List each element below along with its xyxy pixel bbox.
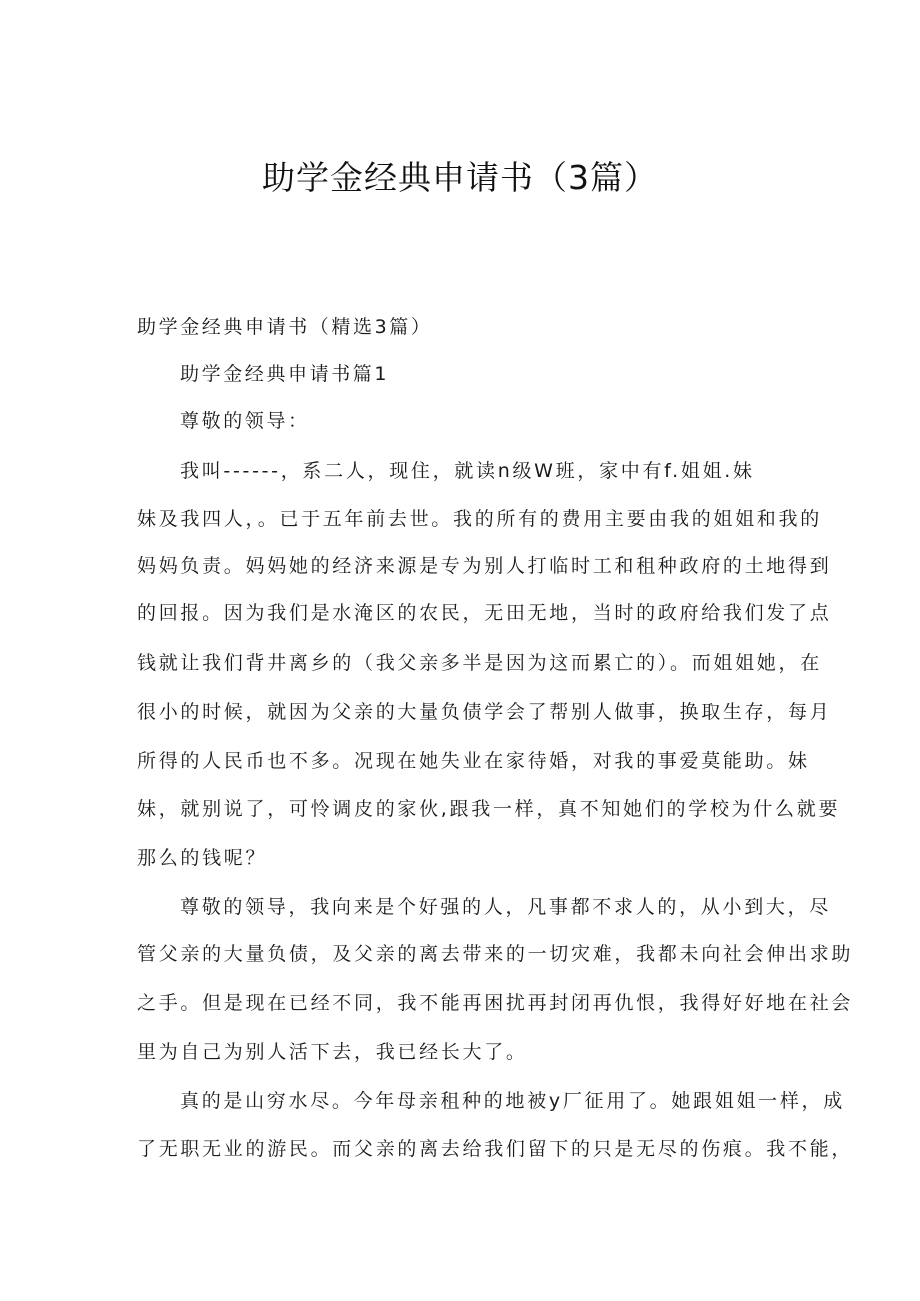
document-subtitle: 助学金经典申请书（精选3篇） (137, 316, 433, 338)
paragraph-2-line-3: 之手。但是现在已经不同，我不能再困扰再封闭再仇恨，我得好好地在社会 (137, 992, 854, 1014)
paragraph-1-line-9: 那么的钱呢？ (137, 847, 268, 869)
paragraph-1-line-4: 的回报。因为我们是水淹区的农民，无田无地，当时的政府给我们发了点 (137, 602, 832, 624)
paragraph-1-line-3: 妈妈负责。妈妈她的经济来源是专为别人打临时工和租种政府的土地得到 (137, 555, 832, 577)
paragraph-1-line-7: 所得的人民币也不多。况现在她失业在家待婚，对我的事爱莫能助。妹 (137, 750, 810, 772)
paragraph-2-line-2: 管父亲的大量负债，及父亲的离去带来的一切灾难，我都未向社会伸出求助 (137, 943, 854, 965)
document-title: 助学金经典申请书（3篇） (262, 158, 658, 197)
paragraph-2-line-4: 里为自己为别人活下去，我已经长大了。 (137, 1041, 528, 1063)
paragraph-1-line-6: 很小的时候，就因为父亲的大量负债学会了帮别人做事，换取生存，每月 (137, 701, 832, 723)
section-heading: 助学金经典申请书篇1 (180, 363, 390, 385)
paragraph-1-line-5: 钱就让我们背井离乡的（我父亲多半是因为这而累亡的）。而姐姐她，在 (137, 652, 822, 674)
paragraph-3-line-1: 真的是山穷水尽。今年母亲租种的地被y厂征用了。她跟姐姐一样，成 (180, 1090, 845, 1112)
paragraph-2-line-1: 尊敬的领导，我向来是个好强的人，凡事都不求人的，从小到大，尽 (180, 896, 832, 918)
paragraph-3-line-2: 了无职无业的游民。而父亲的离去给我们留下的只是无尽的伤痕。我不能， (137, 1138, 854, 1160)
paragraph-1-line-8: 妹，就别说了，可怜调皮的家伙,跟我一样，真不知她们的学校为什么就要 (137, 798, 841, 820)
paragraph-1-line-1: 我叫------，系二人，现住，就读n级W班，家中有f.姐姐.妹 (180, 460, 755, 482)
salutation: 尊敬的领导： (180, 410, 310, 432)
paragraph-1-line-2: 妹及我四人，。已于五年前去世。我的所有的费用主要由我的姐姐和我的 (137, 508, 822, 530)
